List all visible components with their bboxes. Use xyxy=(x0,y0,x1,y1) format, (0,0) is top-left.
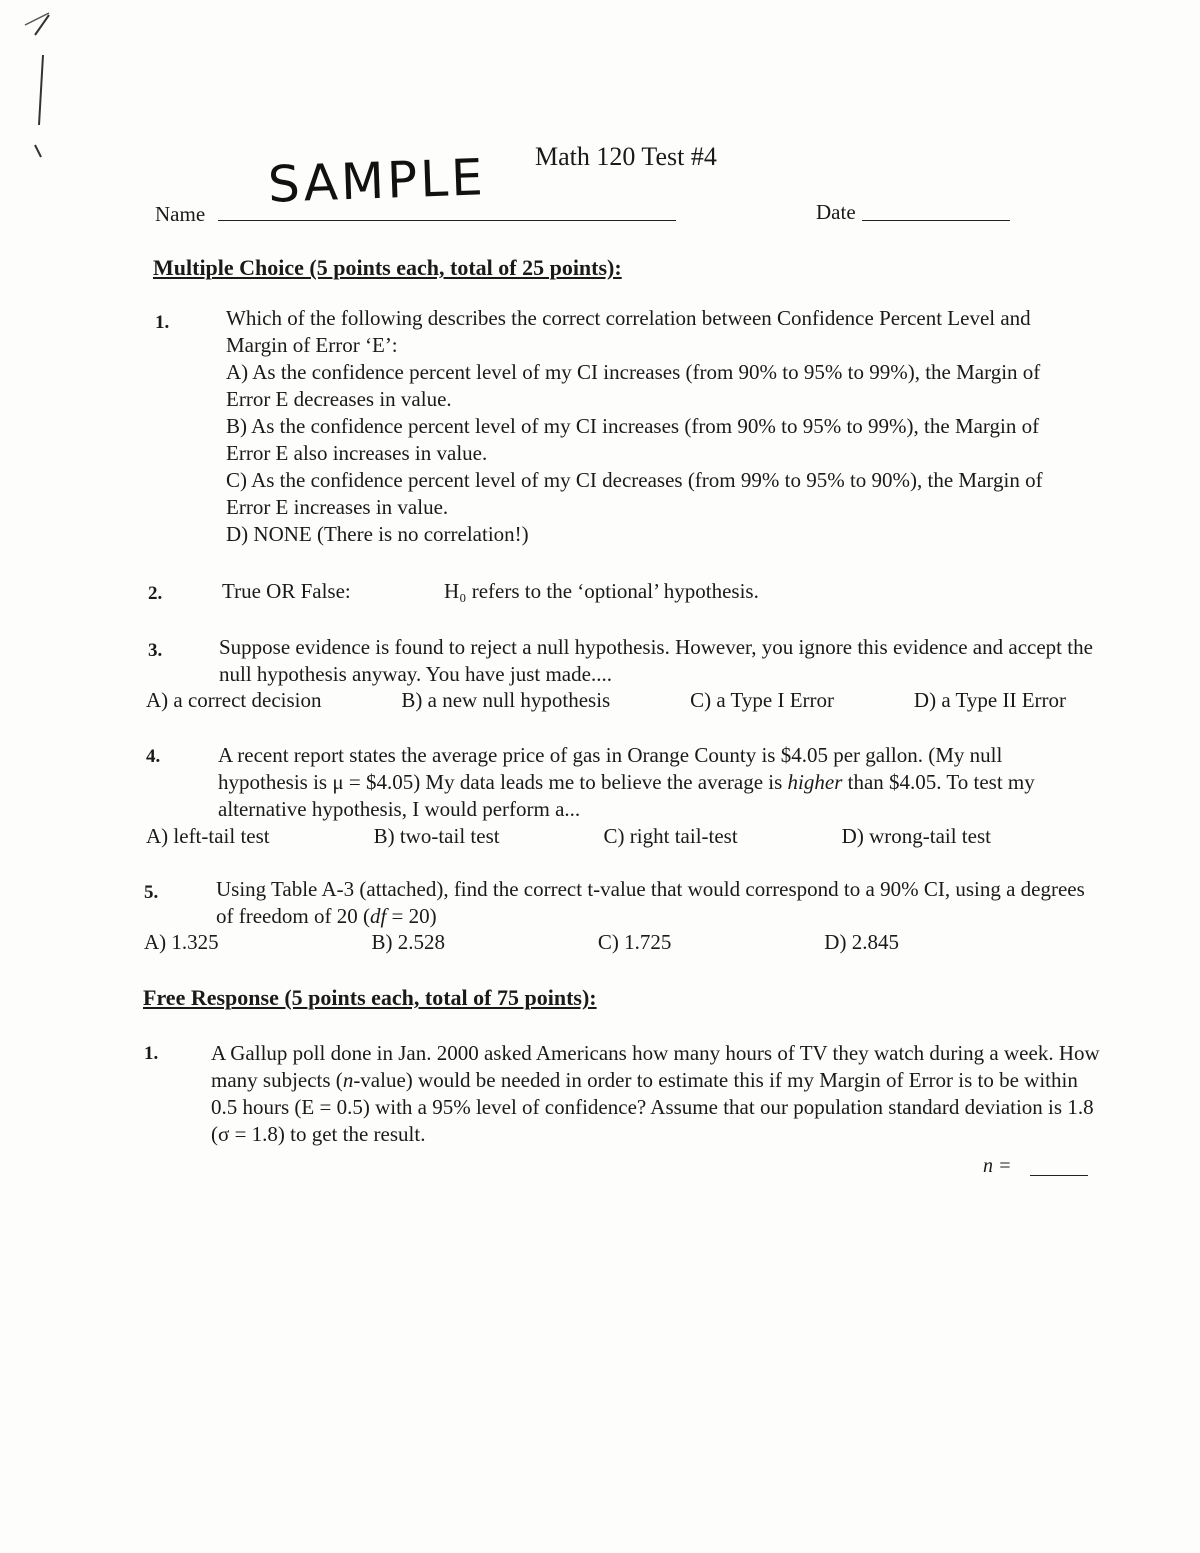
question-text: Using Table A-3 (attached), find the correct t-value that would correspond to a 90% CI, using a degrees of freedom of 20 (df = 20) xyxy=(216,877,1085,928)
choice-d[interactable]: D) wrong-tail test xyxy=(841,824,991,848)
true-false-label: True OR False: xyxy=(222,579,351,603)
choice-b[interactable]: B) two-tail test xyxy=(373,824,500,848)
question-3-choices xyxy=(146,688,1066,713)
choice-c[interactable]: C) As the confidence percent level of my CI decreases (from 99% to 95% to 90%), the Margin of Error E increases in value. xyxy=(226,468,1043,519)
choice-a[interactable]: A) a correct decision xyxy=(146,688,322,712)
choice-a[interactable]: A) 1.325 xyxy=(144,930,219,954)
question-number: 5. xyxy=(144,882,159,903)
question-number: 2. xyxy=(148,583,163,604)
choice-d[interactable]: D) a Type II Error xyxy=(913,688,1066,712)
question-5-choices xyxy=(144,930,899,955)
answer-label: n = xyxy=(983,1155,1012,1177)
name-label: Name xyxy=(155,202,206,226)
date-field-line[interactable] xyxy=(862,220,1010,221)
choice-b[interactable]: B) a new null hypothesis xyxy=(401,688,611,712)
question-number: 4. xyxy=(146,746,161,767)
choice-d[interactable]: D) NONE (There is no correlation!) xyxy=(226,522,529,546)
choice-c[interactable]: C) a Type I Error xyxy=(690,688,835,712)
emphasis-higher: higher xyxy=(787,770,843,794)
choice-d[interactable]: D) 2.845 xyxy=(824,930,899,954)
name-field-line[interactable] xyxy=(218,220,676,221)
question-1 xyxy=(226,305,1076,548)
date-label: Date xyxy=(816,200,856,224)
margin-pencil-mark xyxy=(5,5,65,165)
question-number: 1. xyxy=(144,1043,159,1064)
question-text: Which of the following describes the correct correlation between Confidence Percent Level and Margin of Error ‘E’: xyxy=(226,306,1031,357)
choice-a[interactable]: A) left-tail test xyxy=(146,824,270,848)
question-text: A Gallup poll done in Jan. 2000 asked Americans how many hours of TV they watch during a week. How many subjects (n-value) would be needed in order to estimate this if my Margin of Error is to be within 0.5 hours (E = 0.5) with a 95% level of confidence? Assume that our population standard deviation is 1.8 (σ = 1.8) to get the result. xyxy=(211,1041,1100,1146)
choice-c[interactable]: C) right tail-test xyxy=(603,824,738,848)
question-text: H₀ refers to the ‘optional’ hypothesis. xyxy=(444,579,759,603)
name-handwritten-value: SAMPLE xyxy=(267,148,487,214)
question-number: 1. xyxy=(155,312,170,333)
answer-field-line[interactable] xyxy=(1030,1175,1088,1176)
choice-c[interactable]: C) 1.725 xyxy=(597,930,672,954)
choice-a[interactable]: A) As the confidence percent level of my CI increases (from 90% to 95% to 99%), the Margin of Error E decreases in value. xyxy=(226,360,1041,411)
question-4-choices xyxy=(146,824,991,849)
question-text: Suppose evidence is found to reject a null hypothesis. However, you ignore this evidence and accept the null hypothesis anyway. You have just made.... xyxy=(219,635,1093,686)
question-number: 3. xyxy=(148,640,163,661)
choice-b[interactable]: B) 2.528 xyxy=(371,930,446,954)
free-response-heading: Free Response (5 points each, total of 75 points): xyxy=(143,985,597,1010)
multiple-choice-heading: Multiple Choice (5 points each, total of 25 points): xyxy=(153,255,622,280)
question-text: A recent report states the average price of gas in Orange County is $4.05 per gallon. (My null hypothesis is μ = $4.05) My data leads me to believe the average is higher than $4.05. To test my alternative hypothesis, I would perform a... xyxy=(218,743,1035,821)
test-title: Math 120 Test #4 xyxy=(535,142,717,171)
choice-b[interactable]: B) As the confidence percent level of my CI increases (from 90% to 95% to 99%), the Margin of Error E also increases in value. xyxy=(226,414,1040,465)
